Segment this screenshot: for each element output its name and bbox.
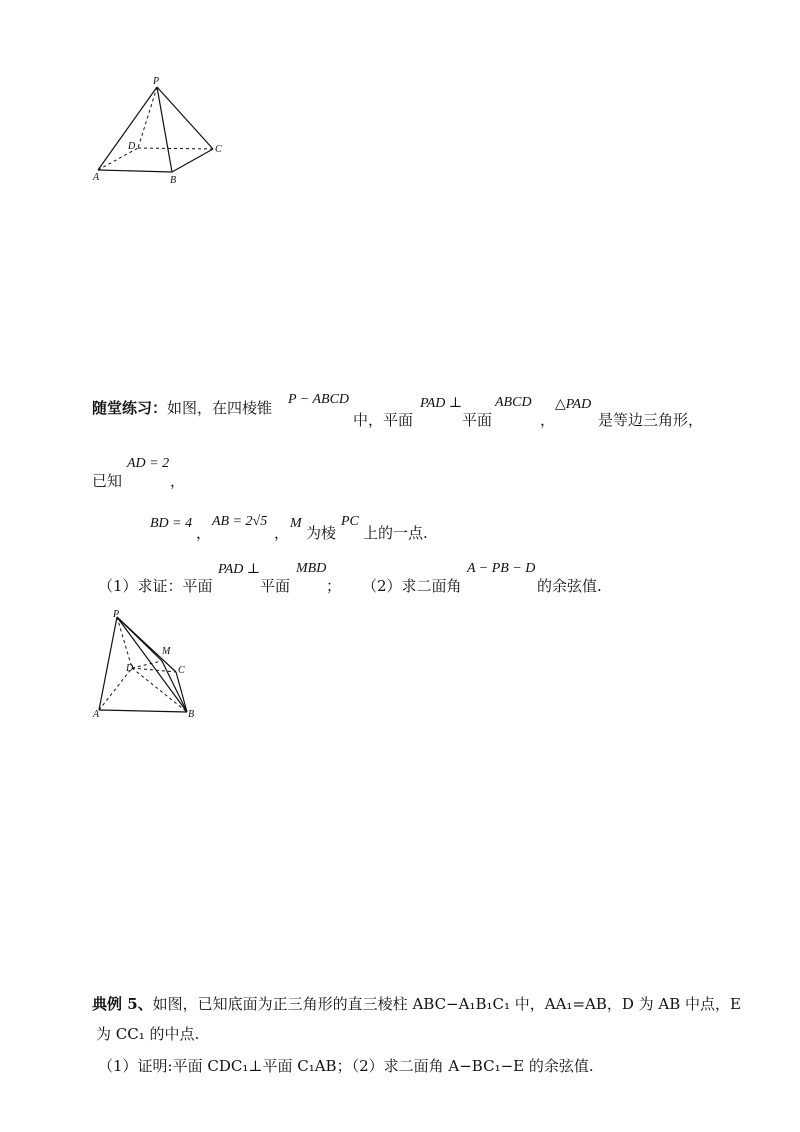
exercise-text: 中，平面 [353, 411, 414, 429]
figure-pyramid-1 [90, 78, 240, 188]
exercise-heading: 随堂练习： [92, 399, 168, 417]
label-p: P [153, 76, 160, 87]
math-a-pb-d: A − PB − D [467, 561, 536, 576]
math-pad-perp: PAD ⊥ [420, 396, 463, 411]
exercise-text: 如图，在四棱锥 [167, 399, 273, 417]
math-p-abcd: P − ABCD [288, 392, 350, 407]
math-triangle-pad: △PAD [555, 397, 592, 412]
exercise-text: 平面 [462, 411, 493, 429]
math-pc: PC [341, 514, 359, 529]
exercise-text: 上的一点. [363, 524, 428, 542]
math-pad-perp-2: PAD ⊥ [218, 562, 261, 577]
question-2-text: （2）求二面角 [362, 577, 462, 595]
label-b: B [188, 709, 195, 720]
math-mbd: MBD [296, 561, 327, 576]
label-b: B [170, 175, 177, 186]
label-d: D [128, 141, 136, 152]
exercise-text: 已知 [92, 472, 123, 490]
exercise-line-1 [92, 397, 272, 418]
example-5-line-3: （1）证明:平面 CDC₁⊥平面 C₁AB；（2）求二面角 A−BC₁−E 的余弦值. [98, 1057, 594, 1075]
question-1-text: ； [326, 577, 342, 595]
exercise-text: ， [540, 411, 556, 429]
example-5-heading: 典例 5、 [92, 995, 153, 1013]
exercise-text: ， [196, 524, 212, 542]
math-abcd: ABCD [495, 395, 532, 410]
math-bd-eq: BD = 4 [150, 516, 193, 531]
example-5-line-2: 为 CC₁ 的中点. [96, 1025, 200, 1043]
example-5-line-1 [92, 993, 741, 1014]
question-1-text: （1）求证：平面 [98, 577, 213, 595]
label-m: M [162, 646, 171, 657]
question-1-text: 平面 [260, 577, 291, 595]
exercise-text: ， [170, 472, 186, 490]
label-a: A [93, 709, 100, 720]
exercise-text: 是等边三角形， [598, 411, 704, 429]
math-ad-eq: AD = 2 [127, 456, 170, 471]
label-d: D [126, 663, 134, 674]
exercise-text: ， [274, 524, 290, 542]
label-a: A [93, 172, 100, 183]
math-ab-eq: AB = 2√5 [212, 514, 268, 529]
example-5-text: 如图，已知底面为正三角形的直三棱柱 ABC−A₁B₁C₁ 中，AA₁=AB，D 为 AB 中点，E [152, 995, 741, 1013]
figure-pyramid-2 [90, 605, 210, 725]
label-c: C [178, 665, 185, 676]
pyramid-2-diagram [90, 605, 210, 725]
math-m: M [290, 516, 302, 531]
question-2-text: 的余弦值. [537, 577, 602, 595]
label-c: C [215, 144, 222, 155]
exercise-text: 为棱 [306, 524, 337, 542]
label-p: P [113, 609, 120, 620]
pyramid-1-diagram [90, 78, 240, 188]
